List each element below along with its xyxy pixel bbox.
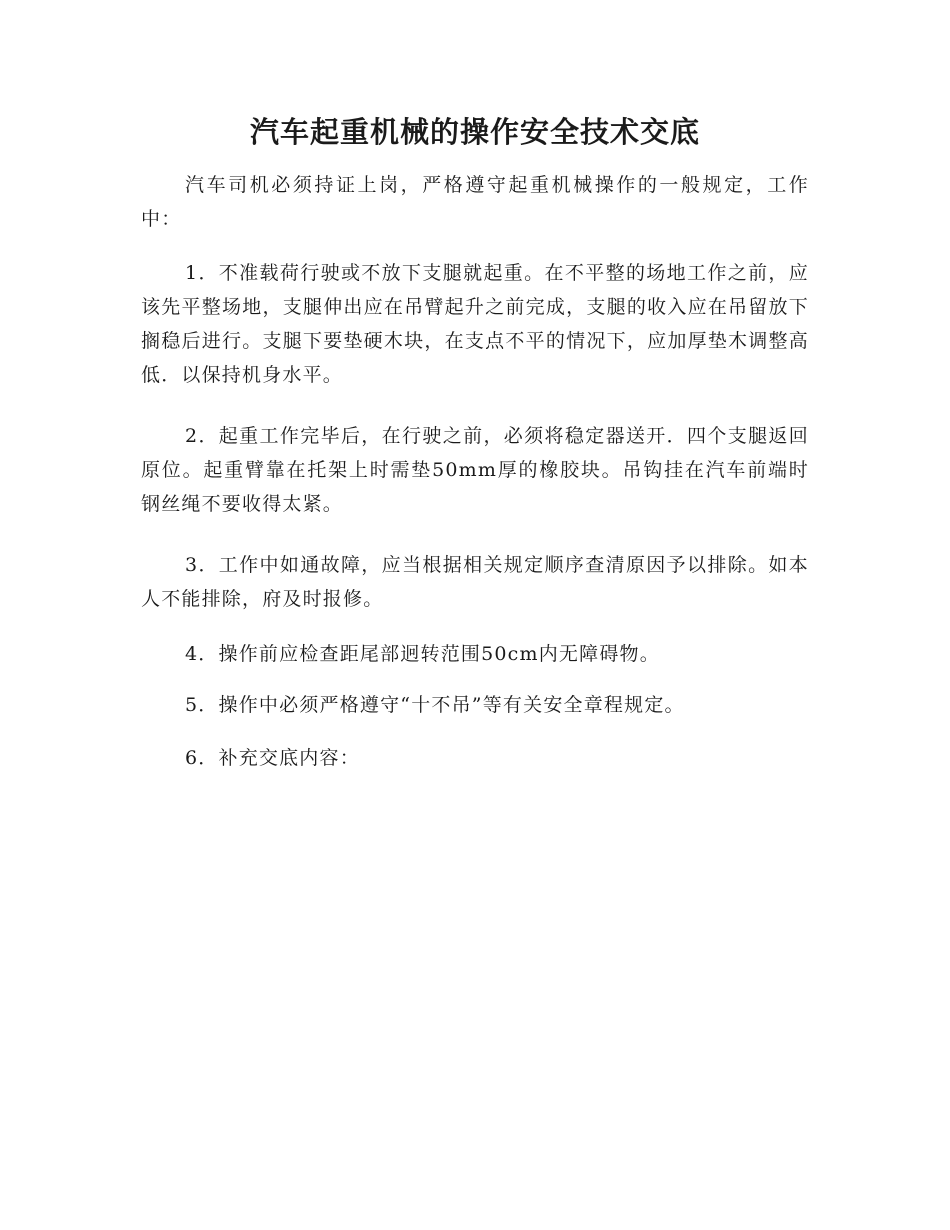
rule-item-6: 6．补充交底内容： — [185, 747, 360, 769]
rule-item-2: 2．起重工作完毕后，在行驶之前，必须将稳定器送开．四个支腿返回原位。起重臂靠在托架上时需垫50mm厚的橡胶块。吊钩挂在汽车前端时钢丝绳不要收得太紧。 — [141, 425, 809, 515]
rule-item-3: 3．工作中如通故障，应当根据相关规定顺序查清原因予以排除。如本人不能排除，府及时报修。 — [141, 554, 809, 610]
intro-paragraph: 汽车司机必须持证上岗，严格遵守起重机械操作的一般规定，工作中： — [141, 174, 809, 230]
document-title: 汽车起重机械的操作安全技术交底 — [249, 115, 700, 149]
rule-item-4: 4．操作前应检查距尾部迥转范围50cm内无障碍物。 — [185, 643, 660, 665]
rule-item-5: 5．操作中必须严格遵守“十不吊”等有关安全章程规定。 — [185, 694, 685, 716]
rule-item-1: 1．不准载荷行驶或不放下支腿就起重。在不平整的场地工作之前，应该先平整场地，支腿伸出应在吊臂起升之前完成，支腿的收入应在吊留放下搁稳后进行。支腿下要垫硬木块，在支点不平的情况下，应加厚垫木调整高低．以保持机身水平。 — [141, 262, 809, 386]
